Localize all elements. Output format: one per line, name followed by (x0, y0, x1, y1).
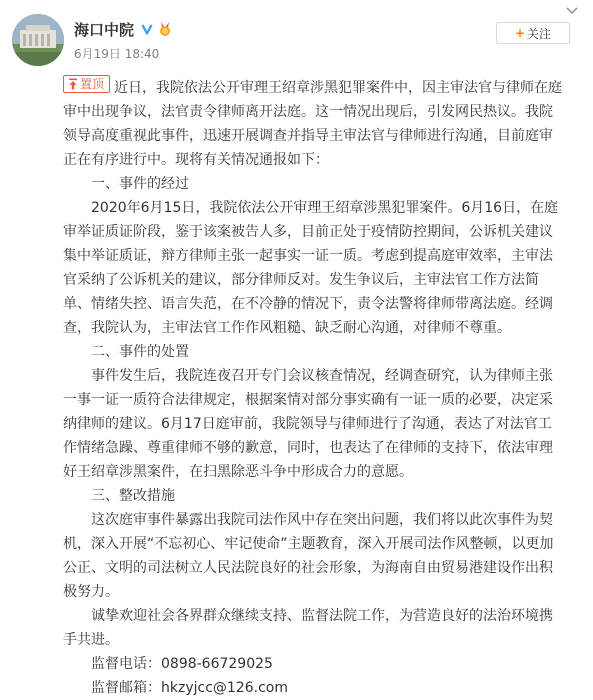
author-name[interactable]: 海口中院 (74, 20, 135, 39)
post-time: 18:40 (124, 47, 160, 61)
post-header (12, 14, 582, 70)
intro-paragraph (63, 75, 563, 172)
post-body (63, 75, 563, 700)
section2-title: 二、事件的处置 (91, 344, 189, 360)
section1-body: 2020年6月15日，我院依法公开审理王绍章涉黑犯罪案件。6月16日，在庭审举证质证阶段，鉴于该案被告人多，目前正处于疫情防控期间，公诉机关建议集中举证质证，辩方律师主张一起事实一证一质。考虑到提高庭审效率，主审法官采纳了公诉机关的建议，部分律师反对。发生争议后，主审法官工作方法简单、情绪失控、语言失范，在不冷静的情况下，责令法警将律师带离法庭。经调查，我院认为，主审法官工作作风粗糙、缺乏耐心沟通，对律师不尊重。 (63, 200, 559, 336)
pin-icon (68, 78, 78, 90)
section3-title: 三、整改措施 (91, 488, 175, 504)
post-date: 6月19日 (74, 47, 121, 61)
pinned-badge (63, 75, 110, 93)
post-timestamp[interactable] (74, 45, 159, 62)
follow-label: 关注 (527, 26, 552, 41)
plus-icon: + (514, 26, 526, 40)
supervision-phone: 监督电话：0898-66729025 (91, 656, 273, 672)
courthouse-image (12, 14, 64, 66)
pinned-label: 置顶 (80, 77, 105, 91)
supervision-email: 监督邮箱：hkzyjcc@126.com (91, 680, 288, 696)
section2-body: 事件发生后，我院连夜召开专门会议核查情况，经调查研究，认为律师主张一事一证一质符合法律规定，根据案情对部分事实确有一证一质的必要，决定采纳律师的建议。6月17日庭审前，我院领导与律师进行了沟通，表达了对法官工作情绪急躁、尊重律师不够的歉意，同时，也表达了在律师的支持下，依法审理好王绍章涉黑案件，在扫黑除恶斗争中形成合力的意愿。 (63, 368, 553, 480)
verified-v-badge-icon (139, 21, 155, 37)
avatar[interactable] (12, 14, 64, 66)
closing-paragraph: 诚挚欢迎社会各界群众继续支持、监督法院工作，为营造良好的法治环境携手共进。 (63, 608, 553, 648)
medal-badge-icon[interactable] (157, 21, 173, 37)
intro-text: 近日，我院依法公开审理王绍章涉黑犯罪案件中，因主审法官与律师在庭审中出现争议，法官责令律师离开法庭。这一情况出现后，引发网民热议。我院领导高度重视此事件，迅速开展调查并指导主审法官与律师进行沟通，目前庭审正在有序进行中。现将有关情况通报如下： (63, 80, 563, 168)
follow-button[interactable] (496, 22, 570, 44)
section3-body: 这次庭审事件暴露出我院司法作风中存在突出问题，我们将以此次事件为契机，深入开展“不忘初心、牢记使命”主题教育，深入开展司法作风整顿，以更加公正、文明的司法树立人民法院良好的社会形象，为海南自由贸易港建设作出积极努力。 (63, 512, 554, 600)
author-row (74, 18, 173, 40)
section1-title: 一、事件的经过 (91, 176, 189, 192)
